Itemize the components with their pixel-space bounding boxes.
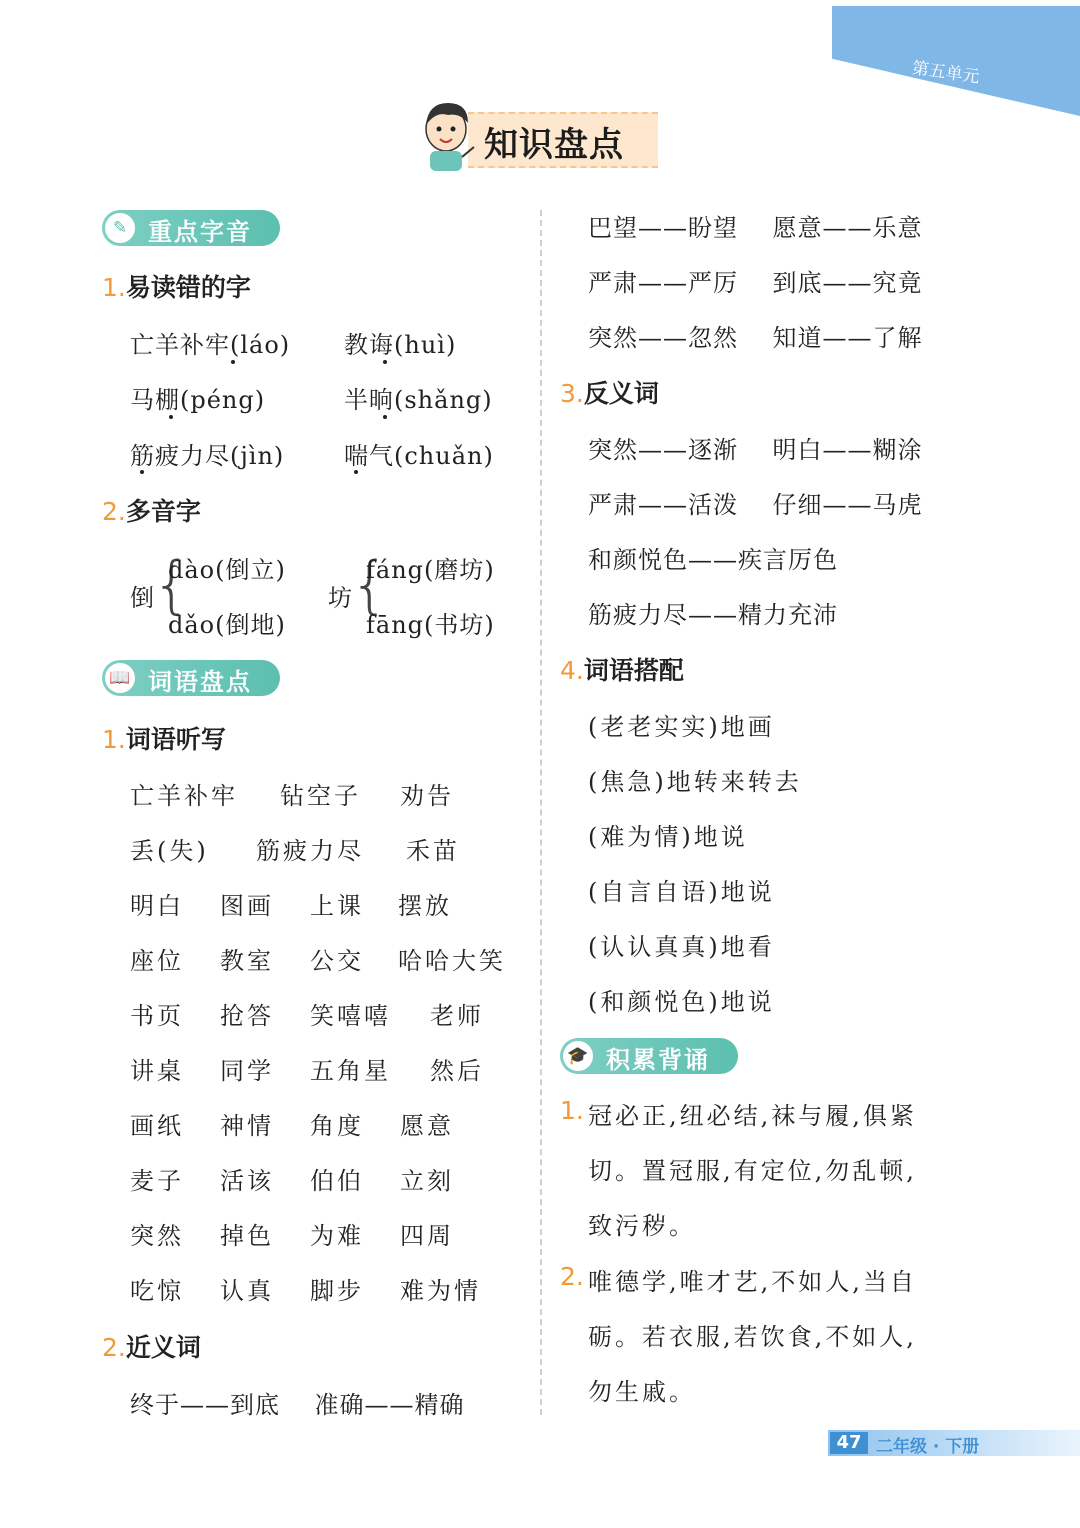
collocation-line: (自言自语)地说 xyxy=(588,878,775,906)
brace: { xyxy=(152,548,192,621)
word-item: 麦子 xyxy=(130,1167,184,1195)
word-item: 摆放 xyxy=(398,892,452,920)
polyphone-reading: fāng(书坊) xyxy=(366,611,495,639)
word-item: 愿意 xyxy=(400,1112,454,1140)
word-item: 钻空子 xyxy=(280,782,361,810)
word-item: 活该 xyxy=(220,1167,274,1195)
word-item: 画纸 xyxy=(130,1112,184,1140)
word-item: 为难 xyxy=(310,1222,364,1250)
word-item: 劝告 xyxy=(400,782,454,810)
recite-line: 冠必正,纽必结,袜与履,俱紧 xyxy=(588,1102,917,1130)
collocation-line: (老老实实)地画 xyxy=(588,713,775,741)
reading-item: 喘气(chuǎn) xyxy=(344,442,494,470)
page-title-block xyxy=(418,95,668,175)
word-item: 吃惊 xyxy=(130,1277,184,1305)
word-item: 神情 xyxy=(220,1112,274,1140)
section-pill-word-review: 📖 词语盘点 xyxy=(102,660,280,696)
polyphone-reading: fáng(磨坊) xyxy=(366,556,495,584)
word-item: 掉色 xyxy=(220,1222,274,1250)
recite-line: 唯德学,唯才艺,不如人,当自 xyxy=(588,1268,917,1296)
emphasis-dot xyxy=(140,470,144,474)
recite-line: 切。置冠服,有定位,勿乱顿, xyxy=(588,1157,917,1185)
reading-item: 筋疲力尽(jìn) xyxy=(130,442,285,470)
graduation-cap-icon: 🎓 xyxy=(563,1041,593,1071)
subheading-antonyms: 3.反义词 xyxy=(560,379,659,408)
reading-item: 半晌(shǎng) xyxy=(344,386,493,414)
word-item: 然后 xyxy=(430,1057,484,1085)
subheading-collocation: 4.词语搭配 xyxy=(560,656,684,685)
word-item: 同学 xyxy=(220,1057,274,1085)
page-number: 47 xyxy=(830,1432,868,1454)
word-item: 伯伯 xyxy=(310,1167,364,1195)
word-item: 图画 xyxy=(220,892,274,920)
reading-item: 教诲(huì) xyxy=(344,331,457,359)
word-item: 座位 xyxy=(130,947,184,975)
word-item: 角度 xyxy=(310,1112,364,1140)
word-item: 抢答 xyxy=(220,1002,274,1030)
antonym-line: 严肃——活泼 仔细——马虎 xyxy=(588,491,923,519)
word-item: 筋疲力尽 xyxy=(256,837,364,865)
word-item: 四周 xyxy=(400,1222,454,1250)
word-item: 难为情 xyxy=(400,1277,481,1305)
word-item: 笑嘻嘻 xyxy=(310,1002,391,1030)
boy-mascot-icon xyxy=(418,95,478,175)
word-item: 讲桌 xyxy=(130,1057,184,1085)
recite-item-number: 1. xyxy=(560,1096,584,1125)
section-pill-accumulate-recite: 🎓 积累背诵 xyxy=(560,1038,738,1074)
emphasis-dot xyxy=(383,360,387,364)
column-divider xyxy=(540,210,542,1415)
word-item: 立刻 xyxy=(400,1167,454,1195)
recite-line: 砺。若衣服,若饮食,不如人, xyxy=(588,1323,917,1351)
word-item: 五角星 xyxy=(310,1057,391,1085)
synonym-line: 终于——到底 准确——精确 xyxy=(130,1391,465,1419)
grade-label: 二年级 · 下册 xyxy=(876,1437,980,1457)
polyphone-reading: dào(倒立) xyxy=(168,556,286,584)
collocation-line: (和颜悦色)地说 xyxy=(588,988,775,1016)
reading-item: 马棚(péng) xyxy=(130,386,266,414)
polyphone-char: 倒 xyxy=(130,584,157,612)
antonym-line: 和颜悦色——疾言厉色 xyxy=(588,546,838,574)
word-item: 公交 xyxy=(310,947,364,975)
synonym-line: 巴望——盼望 愿意——乐意 xyxy=(588,214,923,242)
subheading-easy-misread: 1.易读错的字 xyxy=(102,273,251,302)
collocation-line: (认认真真)地看 xyxy=(588,933,775,961)
section-pill-key-pronunciation: ✎ 重点字音 xyxy=(102,210,280,246)
word-item: 书页 xyxy=(130,1002,184,1030)
word-item: 禾苗 xyxy=(406,837,460,865)
polyphone-char: 坊 xyxy=(328,584,355,612)
antonym-line: 筋疲力尽——精力充沛 xyxy=(588,601,838,629)
synonym-line: 严肃——严厉 到底——究竟 xyxy=(588,269,923,297)
collocation-line: (难为情)地说 xyxy=(588,823,748,851)
subheading-dictation: 1.词语听写 xyxy=(102,725,226,754)
emphasis-dot xyxy=(169,415,173,419)
pencil-icon: ✎ xyxy=(105,213,135,243)
word-item: 亡羊补牢 xyxy=(130,782,238,810)
collocation-line: (焦急)地转来转去 xyxy=(588,768,802,796)
word-item: 上课 xyxy=(310,892,364,920)
recite-line: 勿生戚。 xyxy=(588,1378,696,1406)
subheading-polyphone: 2.多音字 xyxy=(102,497,201,526)
emphasis-dot xyxy=(354,470,358,474)
antonym-line: 突然——逐渐 明白——糊涂 xyxy=(588,436,923,464)
emphasis-dot xyxy=(383,415,387,419)
emphasis-dot xyxy=(231,360,235,364)
word-item: 教室 xyxy=(220,947,274,975)
word-item: 哈哈大笑 xyxy=(398,947,506,975)
reading-item: 亡羊补牢(láo) xyxy=(130,331,291,359)
book-icon: 📖 xyxy=(105,663,135,693)
unit-label: 第五单元 xyxy=(910,58,981,88)
polyphone-reading: dǎo(倒地) xyxy=(168,611,286,639)
word-item: 认真 xyxy=(220,1277,274,1305)
word-item: 明白 xyxy=(130,892,184,920)
brace: { xyxy=(350,548,390,621)
recite-line: 致污秽。 xyxy=(588,1212,696,1240)
recite-item-number: 2. xyxy=(560,1262,584,1291)
word-item: 脚步 xyxy=(310,1277,364,1305)
page-title: 知识盘点 xyxy=(484,125,624,165)
synonym-line: 突然——忽然 知道——了解 xyxy=(588,324,923,352)
word-item: 老师 xyxy=(430,1002,484,1030)
subheading-synonyms: 2.近义词 xyxy=(102,1333,201,1362)
word-item: 丢(失) xyxy=(130,837,209,865)
word-item: 突然 xyxy=(130,1222,184,1250)
